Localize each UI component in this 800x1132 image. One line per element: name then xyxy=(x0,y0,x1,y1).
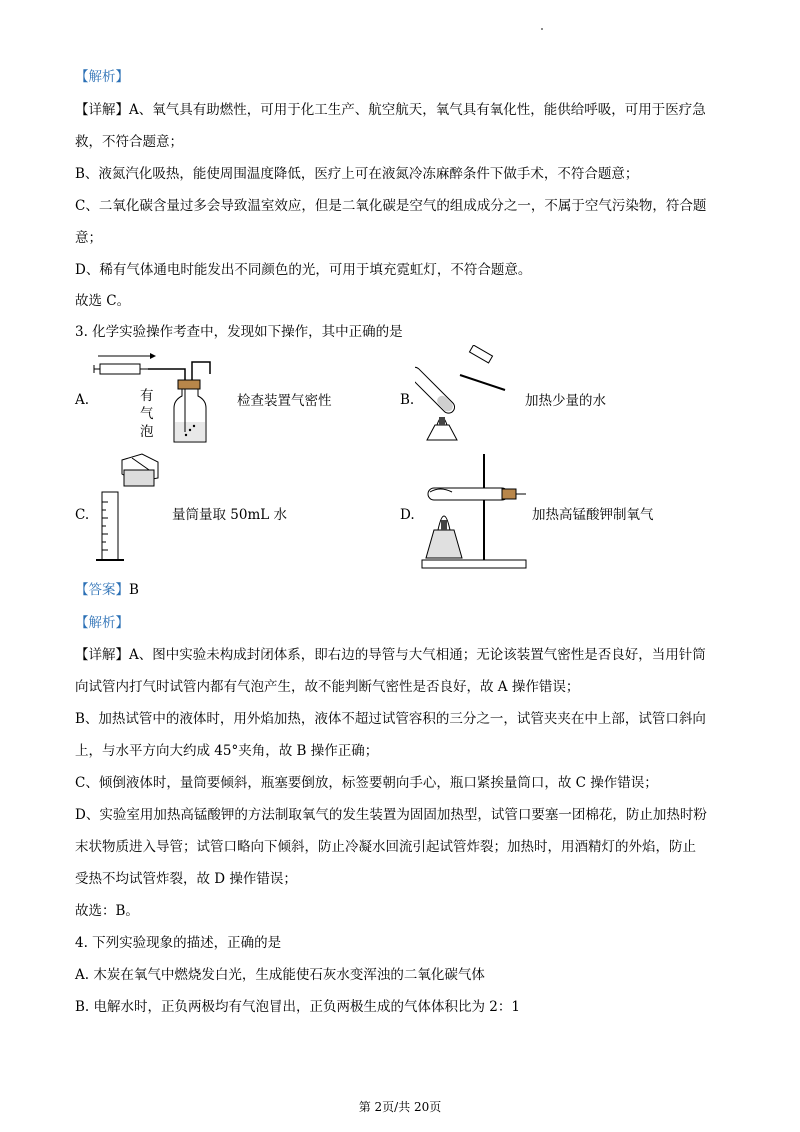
detail-line: 救，不符合题意； xyxy=(75,134,183,150)
page-footer: 第 2页/共 20页 xyxy=(358,1100,442,1114)
detail-line: D、实验室用加热高锰酸钾的方法制取氧气的发生装置为固固加热型，试管口要塞一团棉花，防止加热时粉 xyxy=(75,807,707,823)
option-b-letter: B. xyxy=(400,392,415,408)
option-c-letter: C. xyxy=(75,507,90,523)
option-b-text: 加热少量的水 xyxy=(525,393,606,409)
heating-water-figure xyxy=(415,345,515,450)
kmno4-heating-figure xyxy=(420,452,530,570)
detail-line: 意； xyxy=(75,230,102,246)
question-stem: 4. 下列实验现象的描述，正确的是 xyxy=(75,935,282,951)
fig-a-label-2: 气 xyxy=(140,406,154,422)
answer-line xyxy=(75,581,735,599)
analysis-tag: 【解析】 xyxy=(75,615,129,631)
conclusion: 故选 C。 xyxy=(75,293,131,309)
graduated-cylinder-figure xyxy=(92,452,172,567)
detail-line: B、液氮汽化吸热，能使周围温度降低，医疗上可在液氮冷冻麻醉条件下做手术，不符合题意； xyxy=(75,166,639,182)
detail-line: 末状物质进入导管；试管口略向下倾斜，防止冷凝水回流引起试管炸裂；加热时，用酒精灯的外焰，防止 xyxy=(75,839,696,855)
question-stem: 3. 化学实验操作考查中，发现如下操作，其中正确的是 xyxy=(75,324,403,340)
option-b: B. 电解水时，正负两极均有气泡冒出，正负两极生成的气体体积比为 2：1 xyxy=(75,999,520,1015)
detail-line: 向试管内打气时试管内都有气泡产生，故不能判断气密性是否良好，故 A 操作错误； xyxy=(75,679,580,695)
detail-line: C、倾倒液体时，量筒要倾斜，瓶塞要倒放，标签要朝向手心，瓶口紧挨量筒口，故 C 操作错误； xyxy=(75,775,658,791)
option-a-letter: A. xyxy=(75,392,90,408)
option-d-letter: D. xyxy=(400,507,415,523)
detail-line: C、二氧化碳含量过多会导致温室效应，但是二氧化碳是空气的组成成分之一，不属于空气污染物，符合题 xyxy=(75,198,707,214)
answer-tag: 【答案】 xyxy=(75,582,129,598)
option-c-text: 量筒量取 50mL 水 xyxy=(172,507,288,523)
analysis-tag: 【解析】 xyxy=(75,69,129,85)
conclusion: 故选：B。 xyxy=(75,903,139,919)
answer-value: B xyxy=(129,582,139,598)
detail-line: 上，与水平方向大约成 45°夹角，故 B 操作正确； xyxy=(75,743,379,759)
scan-dot xyxy=(541,28,543,30)
detail-line: 受热不均试管炸裂，故 D 操作错误； xyxy=(75,871,297,887)
fig-a-label-3: 泡 xyxy=(140,424,154,440)
airtightness-apparatus-figure xyxy=(90,352,220,447)
option-a-text: 检查装置气密性 xyxy=(237,393,332,409)
detail-line: B、加热试管中的液体时，用外焰加热，液体不超过试管容积的三分之一，试管夹夹在中上部，试管口斜向 xyxy=(75,711,706,727)
option-d-text: 加热高锰酸钾制氧气 xyxy=(532,507,654,523)
fig-a-label-1: 有 xyxy=(140,388,154,404)
detail-line: 【详解】A、氧气具有助燃性，可用于化工生产、航空航天，氧气具有氧化性，能供给呼吸，可用于医疗急 xyxy=(75,102,706,118)
detail-line: 【详解】A、图中实验未构成封闭体系，即右边的导管与大气相通；无论该装置气密性是否良好，当用针筒 xyxy=(75,647,706,663)
detail-line: D、稀有气体通电时能发出不同颜色的光，可用于填充霓虹灯，不符合题意。 xyxy=(75,262,532,278)
option-a: A. 木炭在氧气中燃烧发白光，生成能使石灰水变浑浊的二氧化碳气体 xyxy=(75,967,485,983)
